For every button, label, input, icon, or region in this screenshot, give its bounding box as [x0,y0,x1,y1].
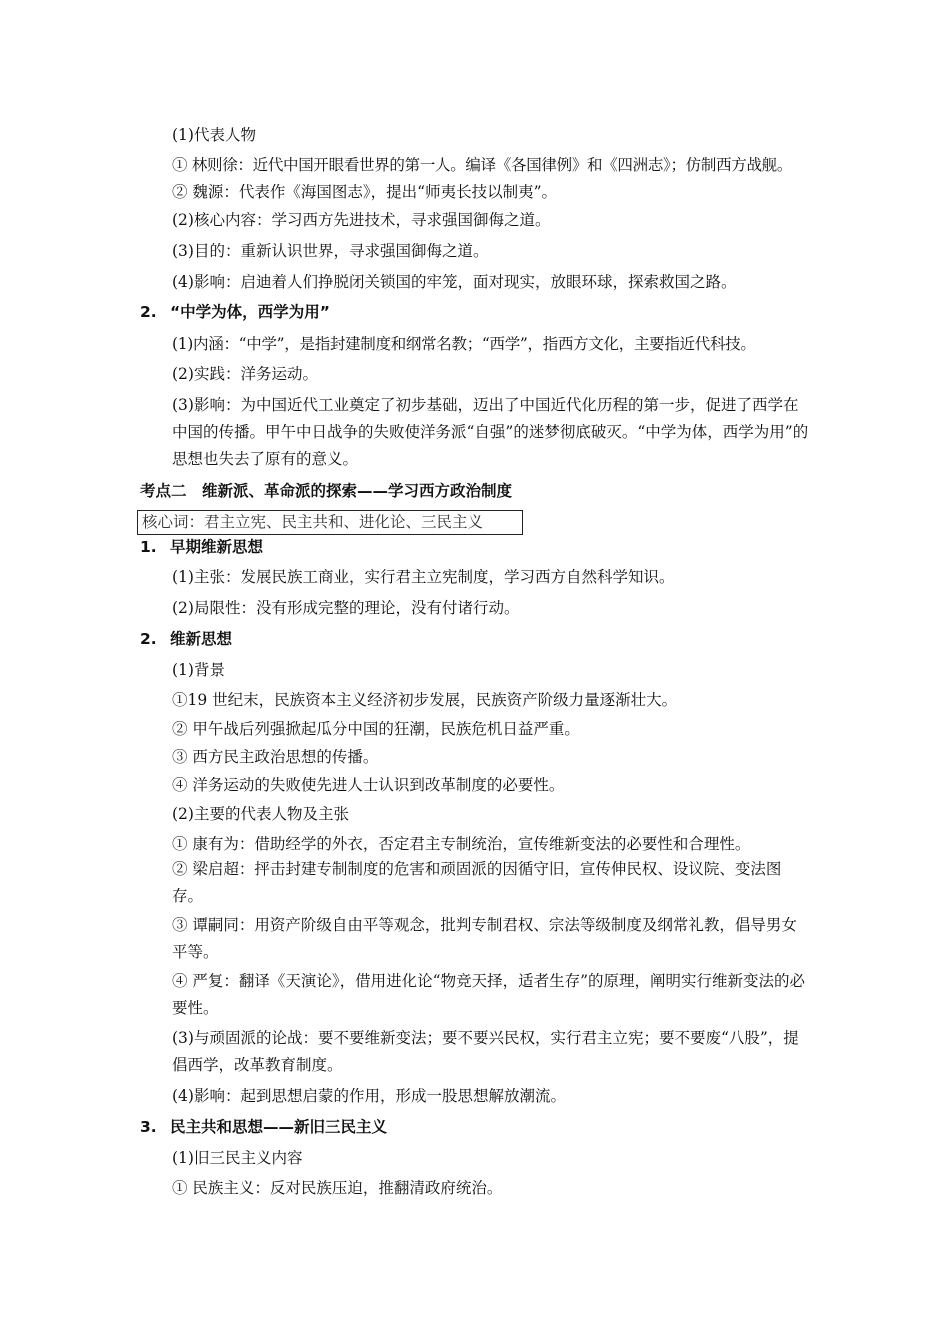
paragraph-line: (4)影响：启迪着人们挣脱闭关锁国的牢笼，面对现实，放眼环球，探索救国之路。 [172,273,737,291]
paragraph-line: ① 康有为：借助经学的外衣，否定君主专制统治，宣传维新变法的必要性和合理性。 [172,835,751,853]
paragraph-line: (2)核心内容：学习西方先进技术，寻求强国御侮之道。 [172,211,551,229]
paragraph-block: (3)与顽固派的论战：要不要维新变法；要不要兴民权，实行君主立宪；要不要废“八股”，提倡西学，改革教育制度。 [172,1029,799,1074]
section-number: 2. [140,303,157,321]
section-number: 1. [140,538,157,556]
section-heading [140,1117,387,1137]
paragraph-line: (2)主要的代表人物及主张 [172,805,349,823]
paragraph-block: (3)影响：为中国近代工业奠定了初步基础，迈出了中国近代化历程的第一步，促进了西学在中国的传播。甲午中日战争的失败使洋务派“自强”的迷梦彻底破灭。“中学为体，西学为用”的思想也失去了原有的意义。 [172,396,809,468]
keyword-text: 核心词：君主立宪、民主共和、进化论、三民主义 [142,513,484,531]
paragraph-line: (3)目的：重新认识世界，寻求强国御侮之道。 [172,242,489,260]
paragraph-line: ③ 西方民主政治思想的传播。 [172,748,379,766]
section-number: 2. [140,630,157,648]
paragraph-line: ①19 世纪末，民族资本主义经济初步发展，民族资产阶级力量逐渐壮大。 [172,691,678,709]
paragraph-line: ② 魏源：代表作《海国图志》，提出“师夷长技以制夷”。 [172,183,558,201]
paragraph-block: ④ 严复：翻译《天演论》，借用进化论“物竞天择，适者生存”的原理，阐明实行维新变法的必要性。 [172,972,806,1017]
section-title: 维新思想 [170,630,233,648]
paragraph-line: (1)主张：发展民族工商业，实行君主立宪制度，学习西方自然科学知识。 [172,568,675,586]
section-title: “中学为体，西学为用” [170,303,330,321]
paragraph-line: (4)影响：起到思想启蒙的作用，形成一股思想解放潮流。 [172,1087,566,1105]
paragraph-line: ② 甲午战后列强掀起瓜分中国的狂潮，民族危机日益严重。 [172,720,580,738]
paragraph-line: ① 民族主义：反对民族压迫，推翻清政府统治。 [172,1179,503,1197]
paragraph-line: ① 林则徐：近代中国开眼看世界的第一人。编译《各国律例》和《四洲志》；仿制西方战舰。 [172,156,793,174]
topic-heading: 考点二 维新派、革命派的探索——学习西方政治制度 [140,482,513,500]
section-heading [140,537,263,557]
section-heading [140,629,232,649]
section-heading [140,302,330,322]
paragraph-block: ② 梁启超：抨击封建专制制度的危害和顽固派的因循守旧，宣传伸民权、设议院、变法图存。 [172,860,782,905]
paragraph-line: (2)局限性：没有形成完整的理论，没有付诸行动。 [172,599,520,617]
paragraph-line: (1)代表人物 [172,126,256,144]
section-number: 3. [140,1118,157,1136]
paragraph-line: (1)背景 [172,661,225,679]
paragraph-line: (1)内涵：“中学”，是指封建制度和纲常名教；“西学”，指西方文化，主要指近代科技。 [172,335,756,353]
section-title: 民主共和思想——新旧三民主义 [170,1118,388,1136]
paragraph-line: (1)旧三民主义内容 [172,1149,303,1167]
section-title: 早期维新思想 [170,538,264,556]
paragraph-line: ④ 洋务运动的失败使先进人士认识到改革制度的必要性。 [172,776,565,794]
paragraph-block: ③ 谭嗣同：用资产阶级自由平等观念，批判专制君权、宗法等级制度及纲常礼教，倡导男女平等。 [172,916,797,961]
paragraph-line: (2)实践：洋务运动。 [172,365,318,383]
